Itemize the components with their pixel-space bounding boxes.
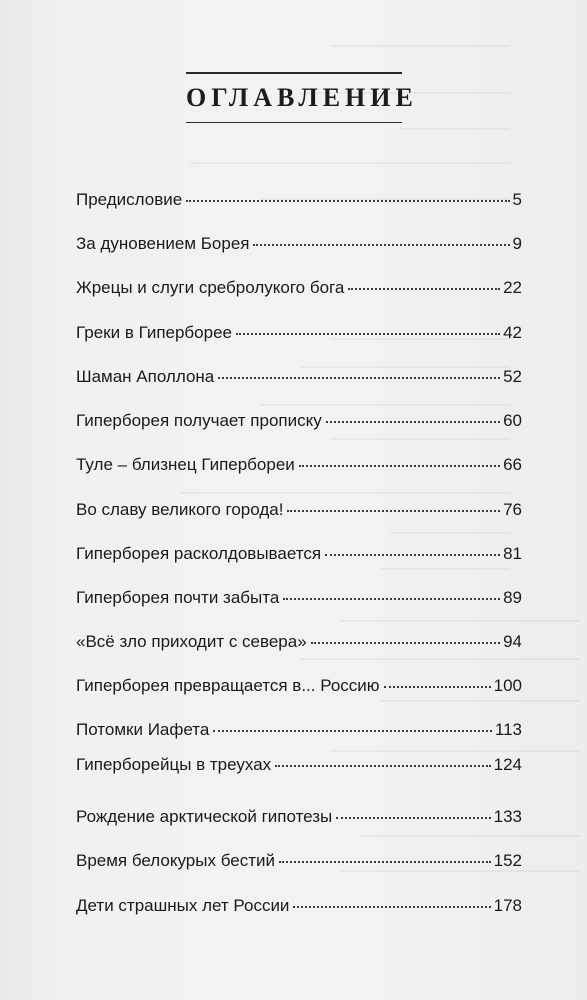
dot-leader <box>213 729 492 732</box>
toc-entry-page: 100 <box>493 676 522 695</box>
toc-entry[interactable] <box>76 896 522 924</box>
toc-entry-title: Гиперборея получает прописку <box>76 411 322 430</box>
toc-entry-page: 152 <box>493 851 522 870</box>
dot-leader <box>283 597 500 600</box>
toc-entry[interactable] <box>76 588 522 616</box>
toc-entry[interactable] <box>76 190 522 218</box>
toc-entry-page: 81 <box>503 544 522 563</box>
toc-entry-title: Гиперборея превращается в... Россию <box>76 676 380 695</box>
dot-leader <box>293 905 490 908</box>
toc-entry-page: 52 <box>503 367 522 386</box>
toc-entry[interactable] <box>76 500 522 528</box>
toc-entry[interactable] <box>76 234 522 262</box>
toc-entry[interactable] <box>76 455 522 483</box>
dot-leader <box>275 764 490 767</box>
toc-entry-title: Дети страшных лет России <box>76 896 290 915</box>
toc-entry[interactable] <box>76 367 522 395</box>
toc-entry-title: Время белокурых бестий <box>76 851 275 870</box>
dot-leader <box>311 641 500 644</box>
toc-entry-title: Предисловие <box>76 190 183 209</box>
toc-entry-title: За дуновением Борея <box>76 234 250 253</box>
toc-entry-title: Туле – близнец Гипербореи <box>76 455 295 474</box>
dot-leader <box>325 553 500 556</box>
toc-entry-title: Жрецы и слуги сребролукого бога <box>76 278 345 297</box>
toc-entry[interactable] <box>76 411 522 439</box>
toc-entry[interactable] <box>76 720 522 748</box>
dot-leader <box>236 332 500 335</box>
toc-entry-page: 76 <box>503 500 522 519</box>
toc-entry-title: Шаман Аполлона <box>76 367 215 386</box>
toc-entry-page: 5 <box>512 190 522 209</box>
toc-entry[interactable] <box>76 851 522 879</box>
toc-entry-title: Греки в Гиперборее <box>76 323 232 342</box>
dot-leader <box>326 420 500 423</box>
dot-leader <box>299 464 500 467</box>
toc-entry[interactable] <box>76 755 522 783</box>
header-top-rule <box>186 72 402 74</box>
dot-leader <box>336 816 490 819</box>
toc-entry-title: Гиперборейцы в треухах <box>76 755 272 774</box>
toc-entry-page: 89 <box>503 588 522 607</box>
dot-leader <box>218 376 500 379</box>
toc-entry-title: «Всё зло приходит с севера» <box>76 632 307 651</box>
toc-entry-page: 113 <box>494 720 522 739</box>
dot-leader <box>186 199 509 202</box>
toc-entry[interactable] <box>76 807 522 835</box>
dot-leader <box>287 509 500 512</box>
dot-leader <box>279 860 491 863</box>
dot-leader <box>253 243 509 246</box>
toc-entry-page: 9 <box>512 234 522 253</box>
toc-entry-title: Во славу великого города! <box>76 500 284 519</box>
toc-entry[interactable] <box>76 278 522 306</box>
toc-entry-title: Рождение арктической гипотезы <box>76 807 333 826</box>
toc-entry-page: 178 <box>493 896 522 915</box>
toc-entry[interactable] <box>76 676 522 704</box>
toc-entry[interactable] <box>76 544 522 572</box>
toc-entry-page: 42 <box>503 323 522 342</box>
toc-entry-title: Гиперборея почти забыта <box>76 588 280 607</box>
toc-entry-page: 22 <box>503 278 522 297</box>
toc-entry-title: Гиперборея расколдовывается <box>76 544 322 563</box>
toc-entry-page: 133 <box>493 807 522 826</box>
toc-entry-page: 94 <box>503 632 522 651</box>
toc-entry-page: 60 <box>503 411 522 430</box>
toc-entry-page: 66 <box>503 455 522 474</box>
page-title: ОГЛАВЛЕНИЕ <box>186 82 418 112</box>
toc-entry-title: Потомки Иафета <box>76 720 210 739</box>
toc-entry-page: 124 <box>493 755 522 774</box>
header-bottom-rule <box>186 122 402 124</box>
toc-entry[interactable] <box>76 632 522 660</box>
dot-leader <box>348 287 500 290</box>
toc-header <box>186 72 418 123</box>
toc-entry[interactable] <box>76 323 522 351</box>
dot-leader <box>384 685 491 688</box>
